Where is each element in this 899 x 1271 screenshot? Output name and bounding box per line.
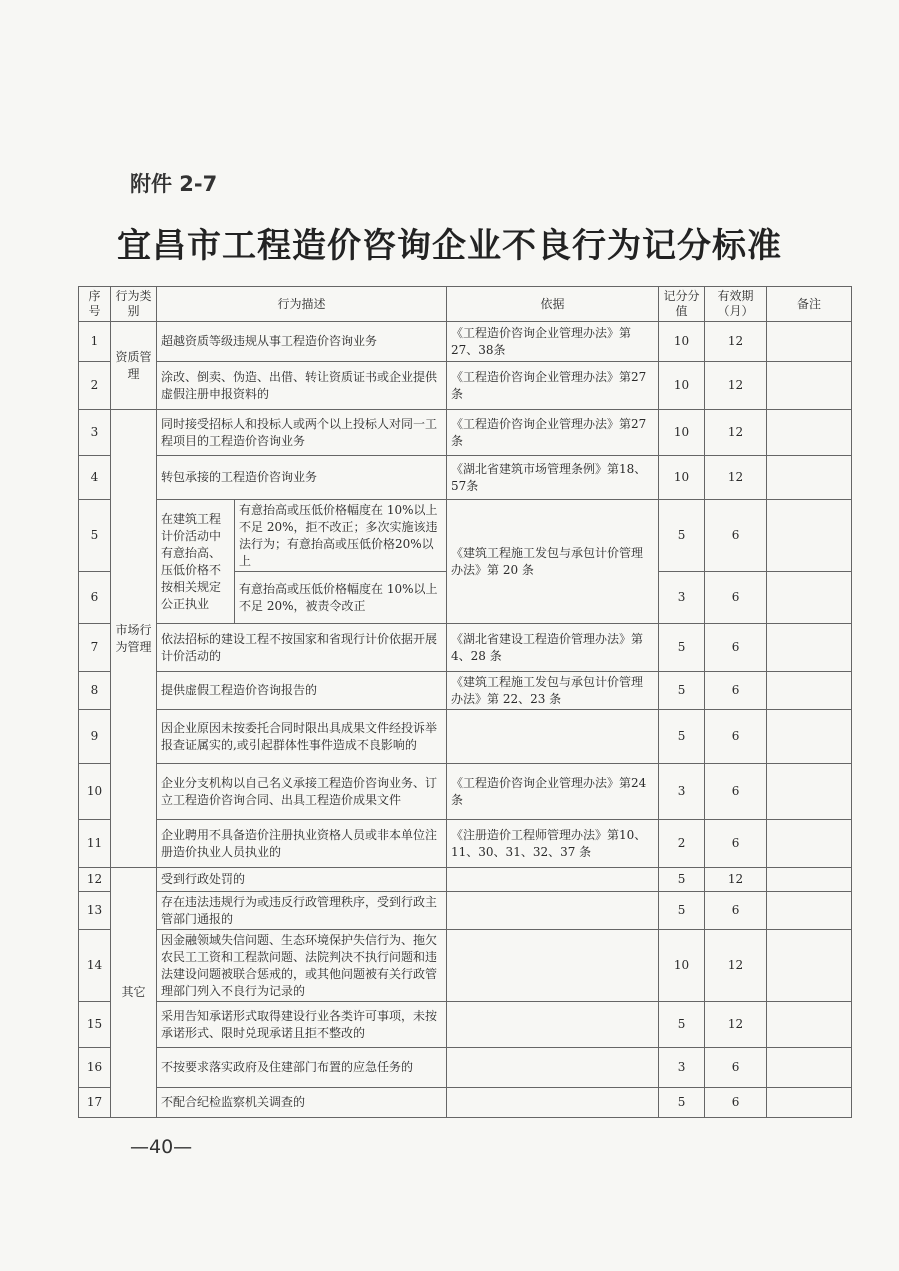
header-desc: 行为描述 <box>157 287 447 322</box>
row-remark <box>767 892 852 930</box>
row-basis: 《湖北省建筑市场管理条例》第18、57条 <box>447 456 659 500</box>
row-valid: 6 <box>705 892 767 930</box>
row-no: 1 <box>79 322 111 362</box>
row-remark <box>767 672 852 710</box>
row-remark <box>767 1002 852 1048</box>
row-desc: 企业分支机构以自己名义承接工程造价咨询业务、订立工程造价咨询合同、出具工程造价成果文件 <box>157 764 447 820</box>
row-no: 2 <box>79 362 111 410</box>
table-row <box>79 1002 852 1048</box>
row-valid: 12 <box>705 456 767 500</box>
row-remark <box>767 624 852 672</box>
row-basis <box>447 1002 659 1048</box>
row-basis <box>447 710 659 764</box>
table-row <box>79 672 852 710</box>
row-score: 5 <box>659 672 705 710</box>
row-desc: 不配合纪检监察机关调查的 <box>157 1088 447 1118</box>
row-desc: 同时接受招标人和投标人或两个以上投标人对同一工程项目的工程造价咨询业务 <box>157 410 447 456</box>
row-score: 2 <box>659 820 705 868</box>
row-desc: 提供虚假工程造价咨询报告的 <box>157 672 447 710</box>
row-remark <box>767 868 852 892</box>
table-row <box>79 500 852 572</box>
row-score: 3 <box>659 572 705 624</box>
row-basis: 《建筑工程施工发包与承包计价管理办法》第 22、23 条 <box>447 672 659 710</box>
row-desc: 采用告知承诺形式取得建设行业各类许可事项，未按承诺形式、限时兑现承诺且拒不整改的 <box>157 1002 447 1048</box>
row-valid: 6 <box>705 1048 767 1088</box>
row-no: 6 <box>79 572 111 624</box>
row-score: 5 <box>659 500 705 572</box>
row-no: 16 <box>79 1048 111 1088</box>
row-score: 10 <box>659 322 705 362</box>
row-score: 10 <box>659 456 705 500</box>
row-score: 5 <box>659 868 705 892</box>
row-no: 8 <box>79 672 111 710</box>
row-valid: 12 <box>705 362 767 410</box>
table-row <box>79 624 852 672</box>
row-basis <box>447 1048 659 1088</box>
table-row <box>79 456 852 500</box>
row-desc: 不按要求落实政府及住建部门布置的应急任务的 <box>157 1048 447 1088</box>
row-valid: 12 <box>705 868 767 892</box>
row-no: 15 <box>79 1002 111 1048</box>
header-score: 记分分值 <box>659 287 705 322</box>
row-remark <box>767 820 852 868</box>
header-no: 序号 <box>79 287 111 322</box>
row-valid: 6 <box>705 624 767 672</box>
table-row <box>79 1048 852 1088</box>
row-valid: 12 <box>705 1002 767 1048</box>
row-desc: 涂改、倒卖、伪造、出借、转让资质证书或企业提供虚假注册申报资料的 <box>157 362 447 410</box>
row-remark <box>767 500 852 572</box>
table-row <box>79 820 852 868</box>
row-no: 13 <box>79 892 111 930</box>
page-title: 宜昌市工程造价咨询企业不良行为记分标准 <box>117 226 782 266</box>
row-remark <box>767 572 852 624</box>
table-row <box>79 410 852 456</box>
row-desc: 有意抬高或压低价格幅度在 10%以上不足 20%，拒不改正；多次实施该违法行为；有意抬高或压低价格20%以上 <box>235 500 447 572</box>
row-basis: 《建筑工程施工发包与承包计价管理办法》第 20 条 <box>447 500 659 624</box>
header-valid: 有效期（月） <box>705 287 767 322</box>
row-valid: 6 <box>705 572 767 624</box>
row-score: 10 <box>659 362 705 410</box>
row-basis: 《工程造价咨询企业管理办法》第27条 <box>447 410 659 456</box>
row-no: 7 <box>79 624 111 672</box>
row-basis <box>447 930 659 1002</box>
table-row <box>79 868 852 892</box>
row-score: 5 <box>659 1088 705 1118</box>
row-remark <box>767 410 852 456</box>
row-basis <box>447 868 659 892</box>
row-score: 10 <box>659 930 705 1002</box>
category-qualification: 资质管理 <box>111 322 157 410</box>
header-basis: 依据 <box>447 287 659 322</box>
row-valid: 6 <box>705 672 767 710</box>
row-desc: 受到行政处罚的 <box>157 868 447 892</box>
row-no: 10 <box>79 764 111 820</box>
row-basis: 《工程造价咨询企业管理办法》第27、38条 <box>447 322 659 362</box>
row-desc: 有意抬高或压低价格幅度在 10%以上不足 20%，被责令改正 <box>235 572 447 624</box>
row-desc: 转包承接的工程造价咨询业务 <box>157 456 447 500</box>
row-score: 3 <box>659 764 705 820</box>
row-score: 5 <box>659 624 705 672</box>
row-valid: 12 <box>705 410 767 456</box>
category-market: 市场行为管理 <box>111 410 157 868</box>
row-no: 9 <box>79 710 111 764</box>
row-no: 12 <box>79 868 111 892</box>
row-valid: 6 <box>705 710 767 764</box>
row-valid: 12 <box>705 930 767 1002</box>
row-valid: 6 <box>705 1088 767 1118</box>
row-remark <box>767 710 852 764</box>
row-basis <box>447 1088 659 1118</box>
header-category: 行为类别 <box>111 287 157 322</box>
row-no: 5 <box>79 500 111 572</box>
row-remark <box>767 930 852 1002</box>
row-remark <box>767 362 852 410</box>
row-no: 3 <box>79 410 111 456</box>
row-basis: 《工程造价咨询企业管理办法》第24条 <box>447 764 659 820</box>
row-desc: 因金融领域失信问题、生态环境保护失信行为、拖欠农民工工资和工程款问题、法院判决不执行问题和违法建设问题被联合惩戒的，或其他问题被有关行政管理部门列入不良行为记录的 <box>157 930 447 1002</box>
row-score: 5 <box>659 710 705 764</box>
table-row <box>79 892 852 930</box>
row-basis: 《注册造价工程师管理办法》第10、11、30、31、32、37 条 <box>447 820 659 868</box>
row-desc: 因企业原因未按委托合同时限出具成果文件经投诉举报查证属实的,或引起群体性事件造成不良影响的 <box>157 710 447 764</box>
row-basis: 《工程造价咨询企业管理办法》第27条 <box>447 362 659 410</box>
row-remark <box>767 1048 852 1088</box>
header-remark: 备注 <box>767 287 852 322</box>
row-desc: 超越资质等级违规从事工程造价咨询业务 <box>157 322 447 362</box>
table-row <box>79 710 852 764</box>
table-row <box>79 930 852 1002</box>
row-no: 4 <box>79 456 111 500</box>
row-remark <box>767 764 852 820</box>
row-valid: 12 <box>705 322 767 362</box>
row-remark <box>767 456 852 500</box>
row-score: 5 <box>659 1002 705 1048</box>
page-number: —40— <box>130 1136 193 1158</box>
row-score: 3 <box>659 1048 705 1088</box>
scoring-table <box>78 286 852 1118</box>
row-subcategory: 在建筑工程计价活动中有意抬高、压低价格不按相关规定公正执业 <box>157 500 235 624</box>
row-valid: 6 <box>705 500 767 572</box>
category-other: 其它 <box>111 868 157 1118</box>
row-no: 14 <box>79 930 111 1002</box>
row-desc: 存在违法违规行为或违反行政管理秩序，受到行政主管部门通报的 <box>157 892 447 930</box>
table-row <box>79 1088 852 1118</box>
row-desc: 企业聘用不具备造价注册执业资格人员或非本单位注册造价执业人员执业的 <box>157 820 447 868</box>
row-remark <box>767 322 852 362</box>
row-no: 11 <box>79 820 111 868</box>
attachment-label: 附件 2-7 <box>130 172 218 196</box>
row-no: 17 <box>79 1088 111 1118</box>
table-row <box>79 322 852 362</box>
row-score: 5 <box>659 892 705 930</box>
row-remark <box>767 1088 852 1118</box>
row-basis <box>447 892 659 930</box>
row-valid: 6 <box>705 820 767 868</box>
row-desc: 依法招标的建设工程不按国家和省现行计价依据开展计价活动的 <box>157 624 447 672</box>
row-basis: 《湖北省建设工程造价管理办法》第 4、28 条 <box>447 624 659 672</box>
table-row <box>79 764 852 820</box>
row-score: 10 <box>659 410 705 456</box>
table-row <box>79 362 852 410</box>
row-valid: 6 <box>705 764 767 820</box>
table-header-row <box>79 287 852 322</box>
